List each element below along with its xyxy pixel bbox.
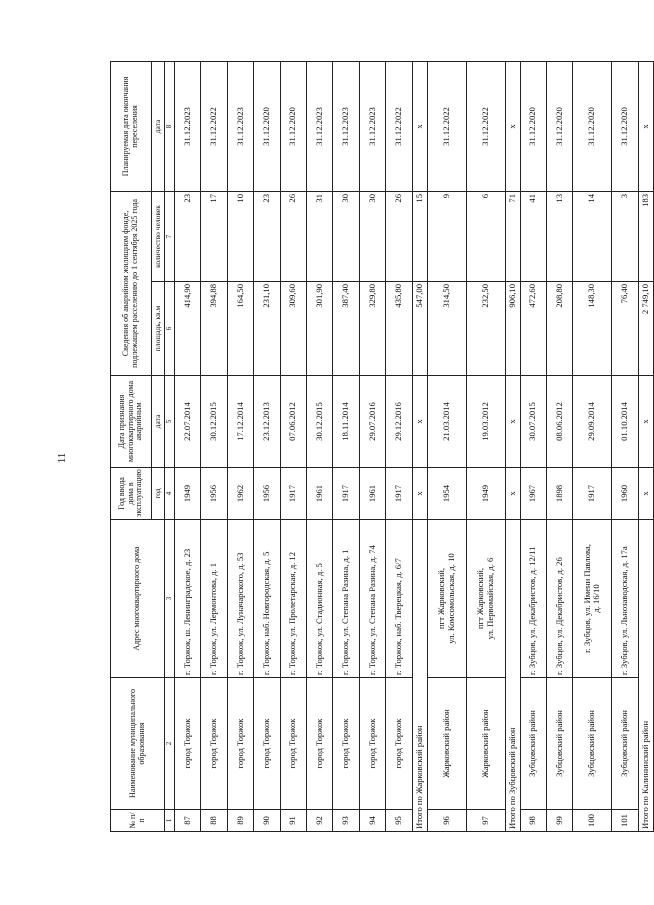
row-area: 301,90 bbox=[306, 282, 332, 376]
row-area: 414,90 bbox=[175, 282, 201, 376]
row-end: 31.12.2020 bbox=[254, 61, 280, 191]
table-row bbox=[333, 61, 359, 831]
row-date: 19.03.2012 bbox=[466, 376, 505, 468]
row-area: 472,60 bbox=[520, 282, 546, 376]
row-year: 1967 bbox=[520, 468, 546, 520]
row-area: 76,40 bbox=[612, 282, 638, 376]
total-date: x bbox=[638, 376, 653, 468]
row-address: г. Зубцов, ул. Декабристов, д. 26 bbox=[546, 520, 572, 678]
rotated-table-container bbox=[110, 62, 650, 832]
row-end: 31.12.2020 bbox=[573, 61, 612, 191]
total-end: x bbox=[412, 61, 427, 191]
row-date: 08.06.2012 bbox=[546, 376, 572, 468]
row-date: 29.09.2014 bbox=[573, 376, 612, 468]
row-year: 1917 bbox=[280, 468, 306, 520]
row-end: 31.12.2022 bbox=[386, 61, 412, 191]
row-people: 26 bbox=[386, 191, 412, 281]
address-line: ул. Первомайская, д. 6 bbox=[484, 557, 495, 640]
row-area: 329,80 bbox=[359, 282, 385, 376]
table-row bbox=[280, 61, 306, 831]
row-end: 31.12.2023 bbox=[227, 61, 253, 191]
row-mo: город Торжок bbox=[386, 678, 412, 810]
total-label: Итого по Калининский район bbox=[638, 520, 653, 832]
row-end: 31.12.2023 bbox=[306, 61, 332, 191]
sub-people: количество человек bbox=[152, 191, 165, 281]
row-date: 01.10.2014 bbox=[612, 376, 638, 468]
row-end: 31.12.2023 bbox=[333, 61, 359, 191]
table-row bbox=[201, 61, 227, 831]
row-address: г. Торжок, ул. Лермонтова, д. 1 bbox=[201, 520, 227, 678]
row-date: 29.12.2016 bbox=[386, 376, 412, 468]
row-date: 23.12.2013 bbox=[254, 376, 280, 468]
row-address: г. Торжок, наб. Тверецкая, д. 6/7 bbox=[386, 520, 412, 678]
row-year: 1898 bbox=[546, 468, 572, 520]
row-date: 18.11.2014 bbox=[333, 376, 359, 468]
header-date: Дата признания многоквартирного дома аварийным bbox=[111, 376, 152, 468]
row-end: 31.12.2020 bbox=[546, 61, 572, 191]
row-address: г. Торжок, ул. Луначарского, д. 53 bbox=[227, 520, 253, 678]
row-area: 231,10 bbox=[254, 282, 280, 376]
total-year: x bbox=[638, 468, 653, 520]
row-end: 31.12.2020 bbox=[612, 61, 638, 191]
row-address: г. Зубцов, ул. Декабристов, д. 12/11 bbox=[520, 520, 546, 678]
row-people: 17 bbox=[201, 191, 227, 281]
table-row bbox=[546, 61, 572, 831]
total-date: x bbox=[412, 376, 427, 468]
row-people: 31 bbox=[306, 191, 332, 281]
row-num: 100 bbox=[573, 810, 612, 832]
row-mo: город Торжок bbox=[306, 678, 332, 810]
row-people: 13 bbox=[546, 191, 572, 281]
row-num: 96 bbox=[427, 810, 466, 832]
row-date: 30.12.2015 bbox=[201, 376, 227, 468]
header-address: Адрес многоквартирного дома bbox=[111, 520, 165, 678]
table-row bbox=[359, 61, 385, 831]
row-date: 07.06.2012 bbox=[280, 376, 306, 468]
table-row bbox=[227, 61, 253, 831]
row-end: 31.12.2022 bbox=[201, 61, 227, 191]
col-number: 2 bbox=[165, 678, 175, 810]
row-mo: город Торжок bbox=[359, 678, 385, 810]
row-year: 1956 bbox=[254, 468, 280, 520]
row-area: 148,30 bbox=[573, 282, 612, 376]
address-line: пгт Жарковский, bbox=[435, 568, 446, 630]
row-num: 91 bbox=[280, 810, 306, 832]
table-row bbox=[612, 61, 638, 831]
row-people: 41 bbox=[520, 191, 546, 281]
row-end: 31.12.2020 bbox=[280, 61, 306, 191]
address-line: пгт Жарковский, bbox=[474, 568, 485, 630]
row-num: 93 bbox=[333, 810, 359, 832]
row-mo: Зубцовский район bbox=[573, 678, 612, 810]
row-num: 88 bbox=[201, 810, 227, 832]
row-end: 31.12.2023 bbox=[175, 61, 201, 191]
row-year: 1917 bbox=[333, 468, 359, 520]
col-number: 6 bbox=[165, 282, 175, 376]
row-area: 309,60 bbox=[280, 282, 306, 376]
row-people: 26 bbox=[280, 191, 306, 281]
row-address: г. Торжок, ул. Степана Разина, д. 74 bbox=[359, 520, 385, 678]
row-address: г. Зубцов, ул. Льнозаводская, д. 17а bbox=[612, 520, 638, 678]
row-year: 1961 bbox=[359, 468, 385, 520]
row-people: 9 bbox=[427, 191, 466, 281]
row-year: 1960 bbox=[612, 468, 638, 520]
row-year: 1962 bbox=[227, 468, 253, 520]
row-end: 31.12.2020 bbox=[520, 61, 546, 191]
row-date: 21.03.2014 bbox=[427, 376, 466, 468]
row-year: 1961 bbox=[306, 468, 332, 520]
row-mo: Жарковский район bbox=[466, 678, 505, 810]
row-address: г. Торжок, ул. Пролетарская, д. 12 bbox=[280, 520, 306, 678]
row-num: 90 bbox=[254, 810, 280, 832]
row-address: г. Торжок, ш. Ленинградское, д. 23 bbox=[175, 520, 201, 678]
table-row bbox=[254, 61, 280, 831]
row-mo: город Торжок bbox=[201, 678, 227, 810]
table-row bbox=[466, 61, 505, 831]
table-row bbox=[175, 61, 201, 831]
table-row bbox=[386, 61, 412, 831]
header-num: № п/п bbox=[111, 810, 165, 832]
row-num: 94 bbox=[359, 810, 385, 832]
row-date: 29.07.2016 bbox=[359, 376, 385, 468]
row-date: 22.07.2014 bbox=[175, 376, 201, 468]
row-mo: город Торжок bbox=[254, 678, 280, 810]
sub-year: год bbox=[152, 468, 165, 520]
col-number: 4 bbox=[165, 468, 175, 520]
emergency-housing-table bbox=[110, 61, 654, 832]
total-people: 15 bbox=[412, 191, 427, 281]
row-area: 208,80 bbox=[546, 282, 572, 376]
table-row bbox=[427, 61, 466, 831]
page-number: 11 bbox=[56, 452, 68, 464]
row-date: 17.12.2014 bbox=[227, 376, 253, 468]
total-people: 71 bbox=[505, 191, 520, 281]
row-address bbox=[466, 520, 505, 678]
table-row bbox=[306, 61, 332, 831]
row-end: 31.12.2022 bbox=[466, 61, 505, 191]
total-area: 2 749,10 bbox=[638, 282, 653, 376]
col-number: 3 bbox=[165, 520, 175, 678]
row-address: г. Торжок, наб. Новгородская, д. 5 bbox=[254, 520, 280, 678]
row-address bbox=[573, 520, 612, 678]
col-number: 1 bbox=[165, 810, 175, 832]
row-address bbox=[427, 520, 466, 678]
col-number: 5 bbox=[165, 376, 175, 468]
row-num: 87 bbox=[175, 810, 201, 832]
row-mo: город Торжок bbox=[175, 678, 201, 810]
row-area: 435,80 bbox=[386, 282, 412, 376]
total-area: 547,00 bbox=[412, 282, 427, 376]
row-year: 1917 bbox=[386, 468, 412, 520]
total-year: x bbox=[505, 468, 520, 520]
row-num: 92 bbox=[306, 810, 332, 832]
row-mo: город Торжок bbox=[227, 678, 253, 810]
row-address: г. Торжок, ул. Стадионная, д. 5 bbox=[306, 520, 332, 678]
total-label: Итого по Жарковский район bbox=[412, 520, 427, 832]
row-year: 1949 bbox=[175, 468, 201, 520]
total-row bbox=[412, 61, 427, 831]
address-line: д. 16/10 bbox=[591, 584, 602, 613]
row-people: 30 bbox=[333, 191, 359, 281]
row-area: 314,50 bbox=[427, 282, 466, 376]
header-year: Год ввода дома в эксплуатацию bbox=[111, 468, 152, 520]
total-row bbox=[638, 61, 653, 831]
total-year: x bbox=[412, 468, 427, 520]
row-year: 1949 bbox=[466, 468, 505, 520]
header-mo: Наименование муниципального образования bbox=[111, 678, 165, 810]
total-end: x bbox=[638, 61, 653, 191]
row-num: 101 bbox=[612, 810, 638, 832]
total-people: 183 bbox=[638, 191, 653, 281]
row-num: 98 bbox=[520, 810, 546, 832]
row-year: 1956 bbox=[201, 468, 227, 520]
row-num: 95 bbox=[386, 810, 412, 832]
row-num: 99 bbox=[546, 810, 572, 832]
row-end: 31.12.2022 bbox=[427, 61, 466, 191]
row-people: 3 bbox=[612, 191, 638, 281]
col-number: 7 bbox=[165, 191, 175, 281]
col-number: 8 bbox=[165, 61, 175, 191]
total-date: x bbox=[505, 376, 520, 468]
row-people: 6 bbox=[466, 191, 505, 281]
row-year: 1917 bbox=[573, 468, 612, 520]
sub-date: дата bbox=[152, 376, 165, 468]
row-num: 97 bbox=[466, 810, 505, 832]
sub-end: дата bbox=[152, 61, 165, 191]
row-num: 89 bbox=[227, 810, 253, 832]
total-area: 906,10 bbox=[505, 282, 520, 376]
row-people: 14 bbox=[573, 191, 612, 281]
total-label: Итого по Зубцовский район bbox=[505, 520, 520, 832]
row-mo: город Торжок bbox=[280, 678, 306, 810]
table-row bbox=[573, 61, 612, 831]
row-mo: Зубцовский район bbox=[612, 678, 638, 810]
row-people: 30 bbox=[359, 191, 385, 281]
row-end: 31.12.2023 bbox=[359, 61, 385, 191]
total-row bbox=[505, 61, 520, 831]
row-mo: Зубцовский район bbox=[546, 678, 572, 810]
row-mo: Жарковский район bbox=[427, 678, 466, 810]
row-address: г. Торжок, ул. Степана Разина, д. 1 bbox=[333, 520, 359, 678]
total-end: x bbox=[505, 61, 520, 191]
row-people: 23 bbox=[254, 191, 280, 281]
row-area: 394,88 bbox=[201, 282, 227, 376]
row-date: 30.12.2015 bbox=[306, 376, 332, 468]
header-fund: Сведения об аварийном жилищном фонде, подлежащем расселению до 1 сентября 2025 года bbox=[111, 191, 152, 375]
row-area: 164,50 bbox=[227, 282, 253, 376]
row-people: 23 bbox=[175, 191, 201, 281]
row-people: 10 bbox=[227, 191, 253, 281]
row-area: 232,50 bbox=[466, 282, 505, 376]
row-mo: город Торжок bbox=[333, 678, 359, 810]
address-line: г. Зубцов, ул. Имени Павлова, bbox=[581, 544, 592, 653]
header-end: Планируемая дата окончания переселения bbox=[111, 61, 152, 191]
row-mo: Зубцовский район bbox=[520, 678, 546, 810]
row-area: 387,40 bbox=[333, 282, 359, 376]
sub-area: площадь, кв.м bbox=[152, 282, 165, 376]
row-year: 1954 bbox=[427, 468, 466, 520]
table-row bbox=[520, 61, 546, 831]
row-date: 30.07.2015 bbox=[520, 376, 546, 468]
address-line: ул. Комсомольская, д. 10 bbox=[445, 553, 456, 644]
